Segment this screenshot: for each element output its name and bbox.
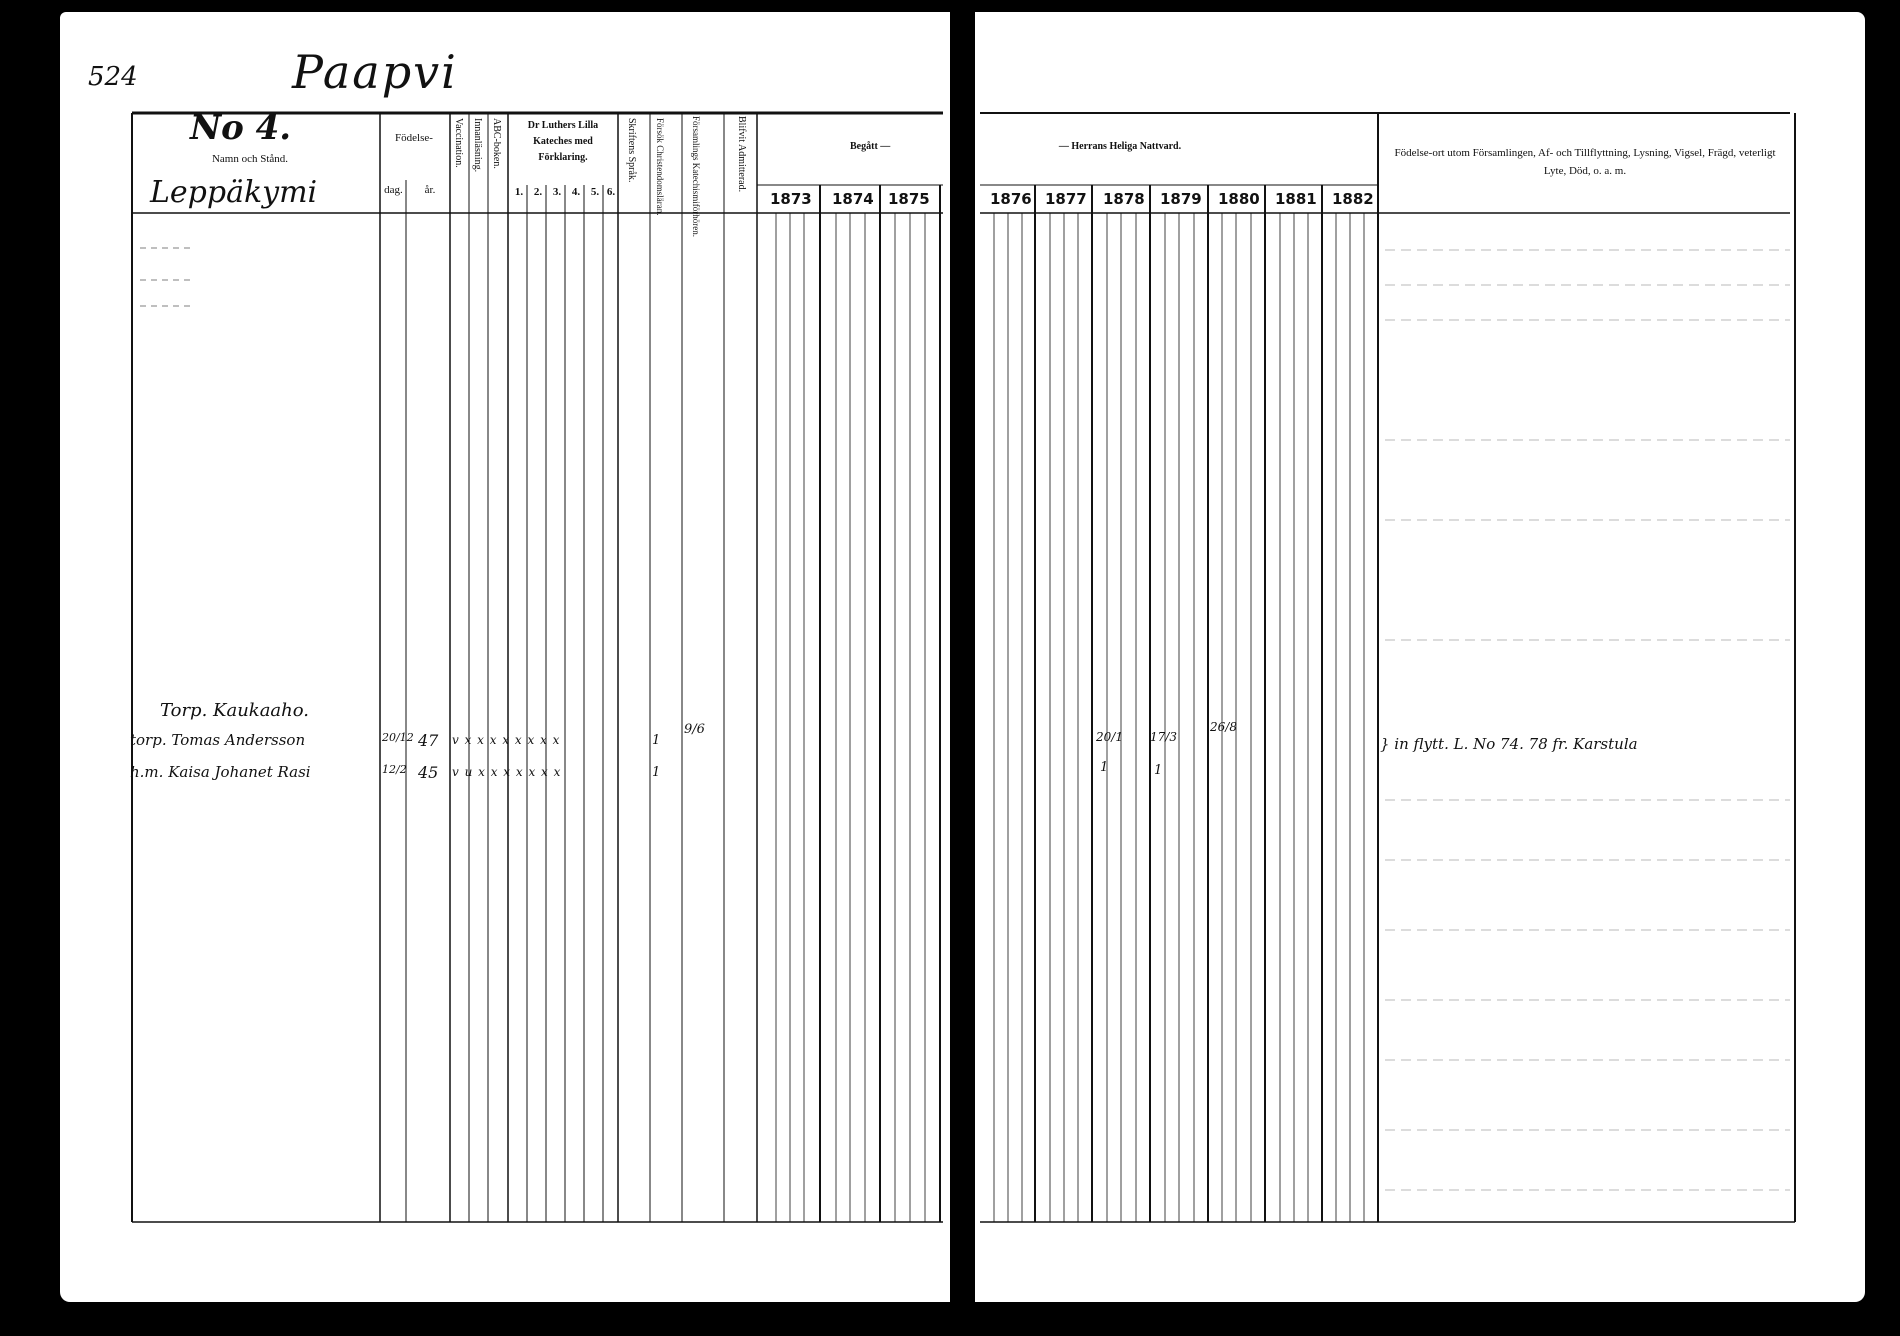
catechism-col-1: 1. [514, 186, 524, 198]
year-1874: 1874 [832, 190, 874, 208]
entry-communion-1879: 1 [1154, 763, 1163, 778]
catechism-col-3: 3. [552, 186, 562, 198]
vaccination-header: Vaccination. [453, 118, 464, 168]
year-1876: 1876 [990, 190, 1032, 208]
skriftens-header: Skriftens Språk. [626, 118, 637, 183]
birth-header: Födelse- [395, 132, 433, 144]
entry-catechism: 1 [652, 765, 661, 780]
remarks-header: Födelse-ort utom Församlingen, Af- och Tillflyttning, Lysning, Vigsel, Frägd, veterligt Lyte, Död, o. a. m. [1394, 147, 1776, 177]
entry-communion-1878: 1 [1100, 760, 1109, 775]
entry-birth-day: 20/12 [382, 731, 414, 744]
catechism-col-4: 4. [571, 186, 581, 198]
forsamlings-header: Församlings Katechismiförhören. [691, 116, 701, 237]
name-column-header: Namn och Stånd. [211, 153, 289, 165]
birth-year-header: år. [424, 184, 436, 196]
farm-name: Leppäkymi [150, 175, 318, 210]
year-1878: 1878 [1103, 190, 1145, 208]
entry-communion-1880: 26/8 [1210, 720, 1237, 734]
year-1881: 1881 [1275, 190, 1317, 208]
year-1879: 1879 [1160, 190, 1202, 208]
year-1882: 1882 [1332, 190, 1374, 208]
entry-name: torp. Tomas Andersson [130, 731, 306, 749]
christendom-header: Försök Christendomsläran. [655, 118, 665, 216]
entry-catechism: 1 [652, 733, 661, 748]
admitterad-header: Blifvit Admitterad. [736, 116, 747, 193]
household-number: No 4. [190, 108, 292, 148]
birth-day-header: dag. [384, 184, 403, 196]
entry-communion-1878: 20/1 [1096, 730, 1123, 744]
catechism-header: Dr Luthers Lilla Kateches med Förklaring. [527, 120, 599, 163]
entry-farm: Torp. Kaukaaho. [160, 700, 309, 721]
catechism-col-2: 2. [533, 186, 543, 198]
abc-book-header: ABC-boken. [491, 118, 502, 169]
catechism-col-5: 5. [590, 186, 600, 198]
village-name: Paapvi [292, 45, 458, 99]
year-1875: 1875 [888, 190, 930, 208]
nattvard-header: — Herrans Heliga Nattvard. [1058, 141, 1182, 152]
innanlasning-header: Innanläsning. [472, 118, 483, 173]
entry-birth-year: 45 [418, 763, 439, 782]
page-number: 524 [88, 62, 138, 92]
year-1880: 1880 [1218, 190, 1260, 208]
remark-text: } in flytt. L. No 74. 78 fr. Karstula [1380, 735, 1638, 753]
entry-marks: v x x x x x x x x [452, 733, 561, 747]
entry-birth-day: 12/2 [382, 763, 407, 776]
year-1877: 1877 [1045, 190, 1087, 208]
entry-forhor: 9/6 [684, 722, 705, 737]
entry-name: h.m. Kaisa Johanet Rasi [130, 763, 311, 781]
entry-communion-1879: 17/3 [1150, 730, 1177, 744]
catechism-col-6: 6. [606, 186, 616, 198]
entry-marks: v u x x x x x x x [452, 765, 562, 779]
year-1873: 1873 [770, 190, 812, 208]
begatt-header: Begått — [850, 141, 891, 152]
entry-birth-year: 47 [418, 731, 439, 750]
